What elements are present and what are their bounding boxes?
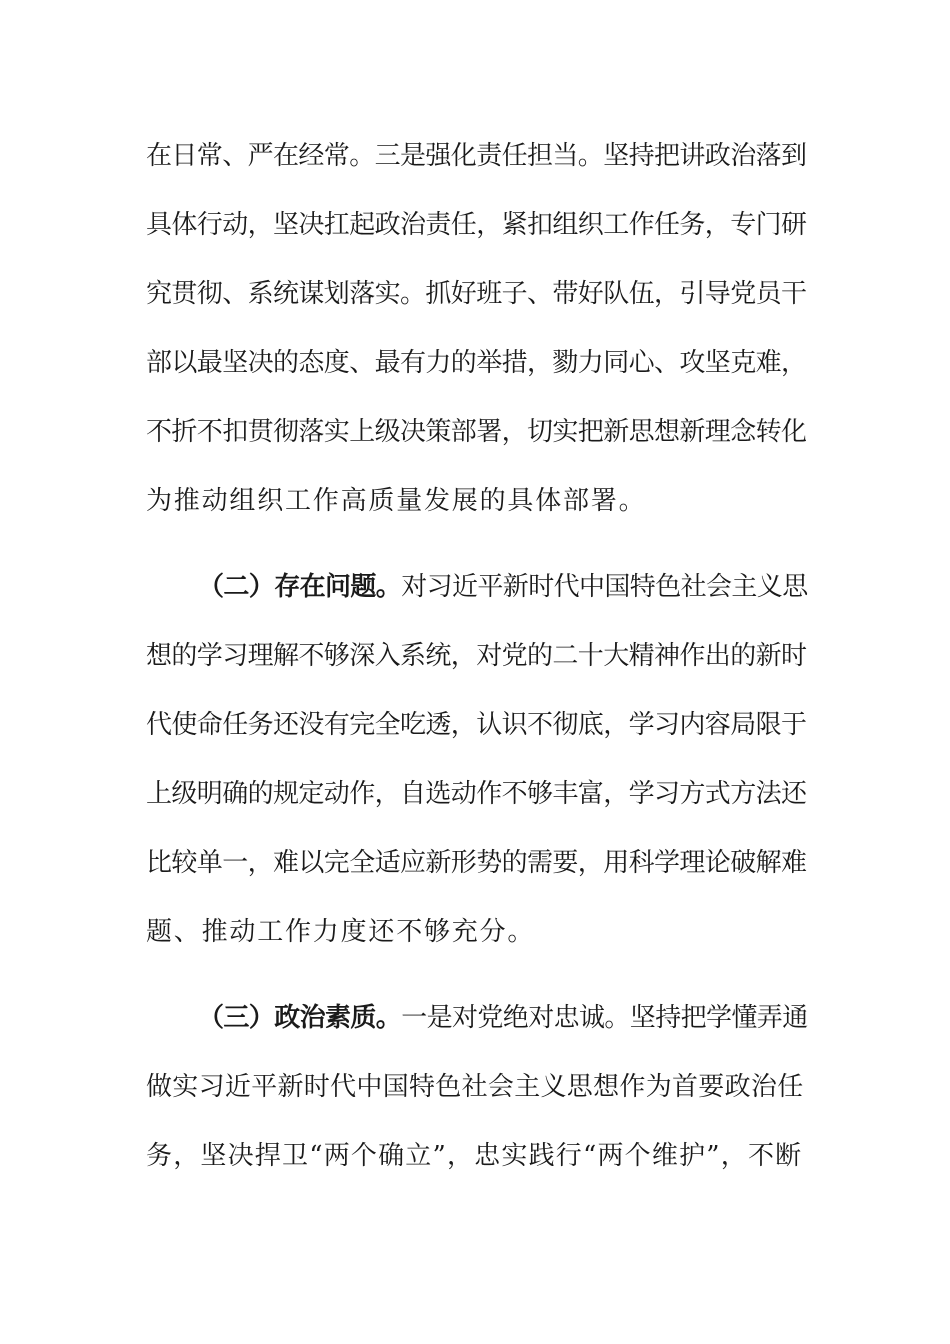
section-3-first-line (198, 1001, 808, 1035)
paragraph-line: 代使命任务还没有完全吃透，认识不彻底，学习内容局限于 (146, 710, 807, 740)
section-2-first-line (198, 570, 808, 604)
section-2-text: 对习近平新时代中国特色社会主义思 (401, 572, 808, 602)
section-3-text: 一是对党绝对忠诚。坚持把学懂弄通 (401, 1003, 808, 1033)
paragraph-line: 务，坚决捍卫“两个确立”，忠实践行“两个维护”，不断 (146, 1141, 803, 1171)
paragraph-line: 想的学习理解不够深入系统，对党的二十大精神作出的新时 (146, 641, 807, 671)
paragraph-line: 上级明确的规定动作，自选动作不够丰富，学习方式方法还 (146, 779, 807, 809)
paragraph-line: 做实习近平新时代中国特色社会主义思想作为首要政治任 (146, 1072, 804, 1102)
paragraph-line: 部以最坚决的态度、最有力的举措，勠力同心、攻坚克难， (146, 348, 807, 378)
paragraph-line: 为推动组织工作高质量发展的具体部署。 (146, 486, 647, 516)
section-2-heading: （二）存在问题。 (198, 572, 402, 602)
paragraph-line: 比较单一，难以完全适应新形势的需要，用科学理论破解难 (146, 848, 807, 878)
section-3-heading: （三）政治素质。 (198, 1003, 402, 1033)
paragraph-line: 在日常、严在经常。三是强化责任担当。坚持把讲政治落到 (146, 141, 807, 171)
paragraph-line: 不折不扣贯彻落实上级决策部署，切实把新思想新理念转化 (146, 417, 807, 447)
paragraph-line: 题、推动工作力度还不够充分。 (146, 917, 536, 947)
paragraph-line: 具体行动，坚决扛起政治责任，紧扣组织工作任务，专门研 (146, 210, 807, 240)
paragraph-line: 究贯彻、系统谋划落实。抓好班子、带好队伍，引导党员干 (146, 279, 807, 309)
